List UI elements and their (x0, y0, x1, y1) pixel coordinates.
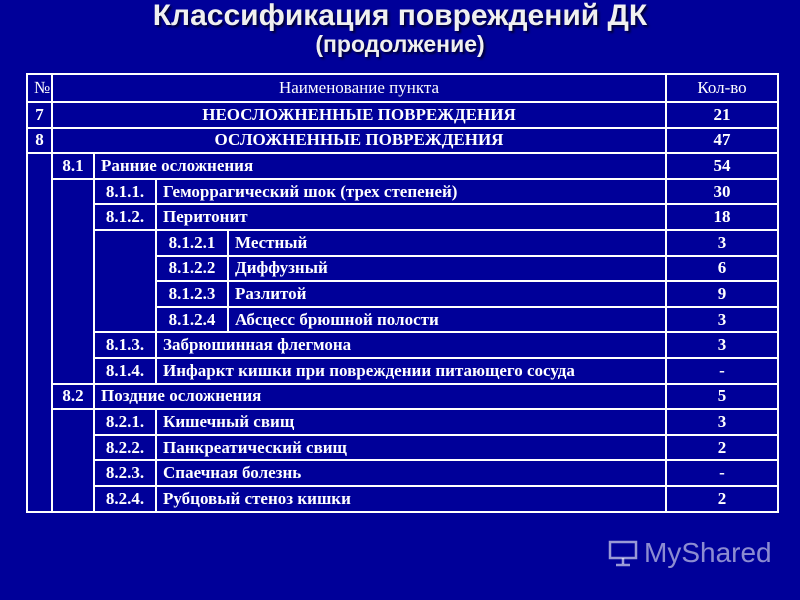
row-name: Геморрагический шок (трех степеней) (156, 179, 666, 205)
row-count: 3 (666, 307, 778, 333)
row-count: 9 (666, 281, 778, 307)
row-name: Кишечный свищ (156, 409, 666, 435)
row-no: 8.2.4. (94, 486, 156, 512)
page-title (0, 0, 800, 57)
table-row (27, 409, 778, 435)
row-no: 8.2.2. (94, 435, 156, 461)
header-count: Кол-во (666, 74, 778, 102)
row-no: 8.1.2.2 (156, 256, 228, 282)
row-no: 8.1.3. (94, 332, 156, 358)
row-no: 8.2.3. (94, 460, 156, 486)
table-header-row (27, 74, 778, 102)
row-name: Панкреатический свищ (156, 435, 666, 461)
table-row (27, 384, 778, 410)
indent-spacer (52, 179, 94, 384)
row-name: Поздние осложнения (94, 384, 666, 410)
table-row (27, 102, 778, 128)
row-name: Рубцовый стеноз кишки (156, 486, 666, 512)
row-count: 2 (666, 486, 778, 512)
row-name: Перитонит (156, 204, 666, 230)
row-count: 6 (666, 256, 778, 282)
table-row (27, 460, 778, 486)
table-row (27, 128, 778, 154)
table-row (27, 486, 778, 512)
row-name: Местный (228, 230, 666, 256)
row-no: 8.1.2. (94, 204, 156, 230)
row-no: 8.2 (52, 384, 94, 410)
row-name: Диффузный (228, 256, 666, 282)
classification-table (26, 73, 779, 513)
row-name: Забрюшинная флегмона (156, 332, 666, 358)
row-count: 21 (666, 102, 778, 128)
row-name: Абсцесс брюшной полости (228, 307, 666, 333)
table-row (27, 332, 778, 358)
title-main: Классификация повреждений ДК (152, 0, 648, 32)
watermark (608, 537, 772, 569)
row-count: 3 (666, 332, 778, 358)
row-no: 7 (27, 102, 52, 128)
indent-spacer (52, 409, 94, 511)
row-name: Ранние осложнения (94, 153, 666, 179)
table-row (27, 153, 778, 179)
table-row (27, 358, 778, 384)
row-count: 54 (666, 153, 778, 179)
table-row (27, 435, 778, 461)
row-count: 3 (666, 409, 778, 435)
table-row (27, 179, 778, 205)
row-name: Разлитой (228, 281, 666, 307)
row-count: 2 (666, 435, 778, 461)
watermark-text: MyShared (644, 537, 772, 568)
table-row (27, 204, 778, 230)
title-subtitle: (продолжение) (315, 31, 485, 57)
row-count: 18 (666, 204, 778, 230)
row-no: 8.1.2.3 (156, 281, 228, 307)
row-no: 8.1 (52, 153, 94, 179)
header-name: Наименование пункта (52, 74, 666, 102)
row-count: - (666, 460, 778, 486)
row-no: 8.1.2.4 (156, 307, 228, 333)
indent-spacer (94, 230, 156, 332)
header-no: № (27, 74, 52, 102)
indent-spacer (27, 153, 52, 511)
table-row (27, 230, 778, 256)
row-no: 8 (27, 128, 52, 154)
row-count: - (666, 358, 778, 384)
row-count: 30 (666, 179, 778, 205)
row-name: Инфаркт кишки при повреждении питающего сосуда (156, 358, 666, 384)
row-name: ОСЛОЖНЕННЫЕ ПОВРЕЖДЕНИЯ (52, 128, 666, 154)
row-name: Спаечная болезнь (156, 460, 666, 486)
row-count: 3 (666, 230, 778, 256)
presentation-icon (608, 539, 638, 567)
row-count: 5 (666, 384, 778, 410)
row-no: 8.2.1. (94, 409, 156, 435)
row-name: НЕОСЛОЖНЕННЫЕ ПОВРЕЖДЕНИЯ (52, 102, 666, 128)
row-no: 8.1.2.1 (156, 230, 228, 256)
row-no: 8.1.4. (94, 358, 156, 384)
row-count: 47 (666, 128, 778, 154)
row-no: 8.1.1. (94, 179, 156, 205)
